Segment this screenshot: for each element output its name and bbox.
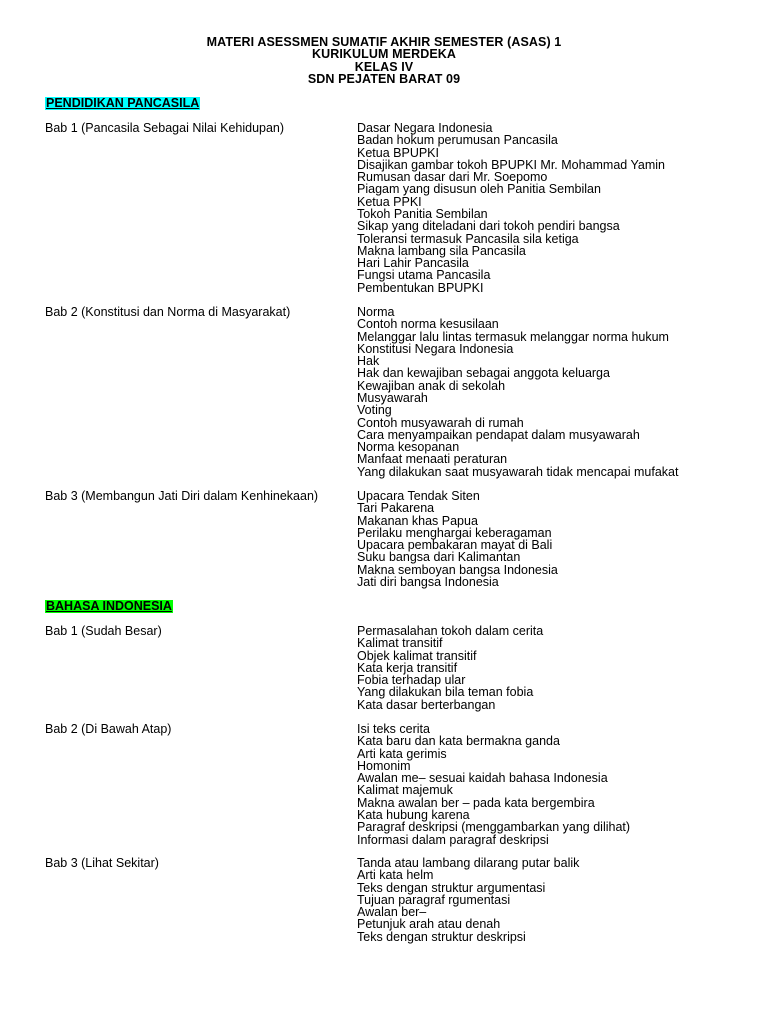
header-class: KELAS IV <box>354 59 414 74</box>
topic-item: Kata baru dan kata bermakna ganda <box>357 734 560 749</box>
topic-list <box>357 122 665 294</box>
topic-item: Kata dasar berterbangan <box>357 697 496 712</box>
topic-item: Disajikan gambar tokoh BPUPKI Mr. Mohammad Yamin <box>357 157 665 172</box>
topic-item: Kata kerja transitif <box>357 660 458 675</box>
topic-item: Manfaat menaati peraturan <box>357 452 508 467</box>
topic-item: Upacara Tendak Siten <box>357 489 480 503</box>
topic-item: Melanggar lalu lintas termasuk melanggar norma hukum <box>357 329 669 344</box>
topic-item: Ketua BPUPKI <box>357 145 439 160</box>
topic-item: Contoh musyawarah di rumah <box>357 415 524 430</box>
topic-item: Kalimat transitif <box>357 636 443 651</box>
chapter-title: Bab 1 (Sudah Besar) <box>45 624 162 638</box>
topic-item: Objek kalimat transitif <box>357 648 477 663</box>
topic-item: Tari Pakarena <box>357 501 435 516</box>
topic-item: Makanan khas Papua <box>357 513 478 528</box>
header-title: MATERI ASESSMEN SUMATIF AKHIR SEMESTER (ASAS) 1 <box>206 35 562 49</box>
topic-item: Tanda atau lambang dilarang putar balik <box>357 856 580 870</box>
topic-item: Dasar Negara Indonesia <box>357 121 493 135</box>
topic-item: Hari Lahir Pancasila <box>357 256 469 271</box>
topic-item: Badan hokum perumusan Pancasila <box>357 133 558 148</box>
chapter-title: Bab 3 (Lihat Sekitar) <box>45 856 159 870</box>
topic-item: Cara menyampaikan pendapat dalam musyawarah <box>357 427 640 442</box>
topic-list <box>357 857 579 943</box>
topic-item: Konstitusi Negara Indonesia <box>357 341 514 356</box>
topic-item: Teks dengan struktur argumentasi <box>357 880 546 895</box>
topic-item: Awalan me– sesuai kaidah bahasa Indonesia <box>357 771 608 786</box>
topic-list <box>357 723 630 846</box>
topic-item: Norma kesopanan <box>357 440 460 455</box>
subject-heading-pancasila: PENDIDIKAN PANCASILA <box>46 96 200 110</box>
topic-item: Musyawarah <box>357 390 428 405</box>
chapter-title: Bab 3 (Membangun Jati Diri dalam Kenhinekaan) <box>45 489 319 503</box>
topic-item: Awalan ber– <box>357 905 427 920</box>
topic-item: Upacara pembakaran mayat di Bali <box>357 538 553 553</box>
topic-item: Homonim <box>357 758 411 773</box>
topic-item: Norma <box>357 305 395 319</box>
topic-item: Arti kata helm <box>357 868 434 883</box>
topic-list <box>357 490 558 588</box>
topic-list <box>357 306 678 478</box>
topic-item: Tujuan paragraf rgumentasi <box>357 892 511 907</box>
topic-item: Isi teks cerita <box>357 722 430 736</box>
topic-item: Makna lambang sila Pancasila <box>357 243 526 258</box>
topic-item: Contoh norma kesusilaan <box>357 317 499 332</box>
topic-item: Makna semboyan bangsa Indonesia <box>357 562 558 577</box>
topic-item: Ketua PPKI <box>357 194 422 209</box>
topic-item: Petunjuk arah atau denah <box>357 917 501 932</box>
topic-item: Yang dilakukan bila teman fobia <box>357 685 534 700</box>
header-curriculum: KURIKULUM MERDEKA <box>311 47 457 62</box>
topic-list <box>357 625 543 711</box>
chapter-title: Bab 1 (Pancasila Sebagai Nilai Kehidupan) <box>45 121 285 135</box>
topic-item: Kalimat majemuk <box>357 783 453 798</box>
topic-item: Kewajiban anak di sekolah <box>357 378 506 393</box>
topic-item: Yang dilakukan saat musyawarah tidak mencapai mufakat <box>357 464 679 479</box>
topic-item: Rumusan dasar dari Mr. Soepomo <box>357 170 548 185</box>
topic-item: Hak dan kewajiban sebagai anggota keluarga <box>357 366 610 381</box>
topic-item: Fungsi utama Pancasila <box>357 268 491 283</box>
topic-item: Permasalahan tokoh dalam cerita <box>357 624 544 638</box>
topic-item: Paragraf deskripsi (menggambarkan yang dilihat) <box>357 820 631 835</box>
topic-item: Makna awalan ber – pada kata bergembira <box>357 795 595 810</box>
topic-item: Kata hubung karena <box>357 807 470 822</box>
topic-item: Hak <box>357 354 380 369</box>
topic-item: Teks dengan struktur deskripsi <box>357 929 526 944</box>
topic-item: Perilaku menghargai keberagaman <box>357 525 552 540</box>
topic-item: Sikap yang diteladani dari tokoh pendiri bangsa <box>357 219 620 234</box>
document-header <box>0 36 768 86</box>
topic-item: Tokoh Panitia Sembilan <box>357 206 488 221</box>
topic-item: Fobia terhadap ular <box>357 673 466 688</box>
topic-item: Pembentukan BPUPKI <box>357 280 484 295</box>
topic-item: Suku bangsa dari Kalimantan <box>357 550 521 565</box>
topic-item: Voting <box>357 403 392 418</box>
topic-item: Informasi dalam paragraf deskripsi <box>357 832 549 847</box>
topic-item: Arti kata gerimis <box>357 746 447 761</box>
topic-item: Piagam yang disusun oleh Panitia Sembilan <box>357 182 601 197</box>
topic-item: Toleransi termasuk Pancasila sila ketiga <box>357 231 579 246</box>
topic-item: Jati diri bangsa Indonesia <box>357 574 499 589</box>
header-school: SDN PEJATEN BARAT 09 <box>307 72 461 87</box>
subject-heading-bahasa-indonesia: BAHASA INDONESIA <box>46 599 172 613</box>
chapter-title: Bab 2 (Di Bawah Atap) <box>45 722 172 736</box>
chapter-title: Bab 2 (Konstitusi dan Norma di Masyarakat) <box>45 305 291 319</box>
